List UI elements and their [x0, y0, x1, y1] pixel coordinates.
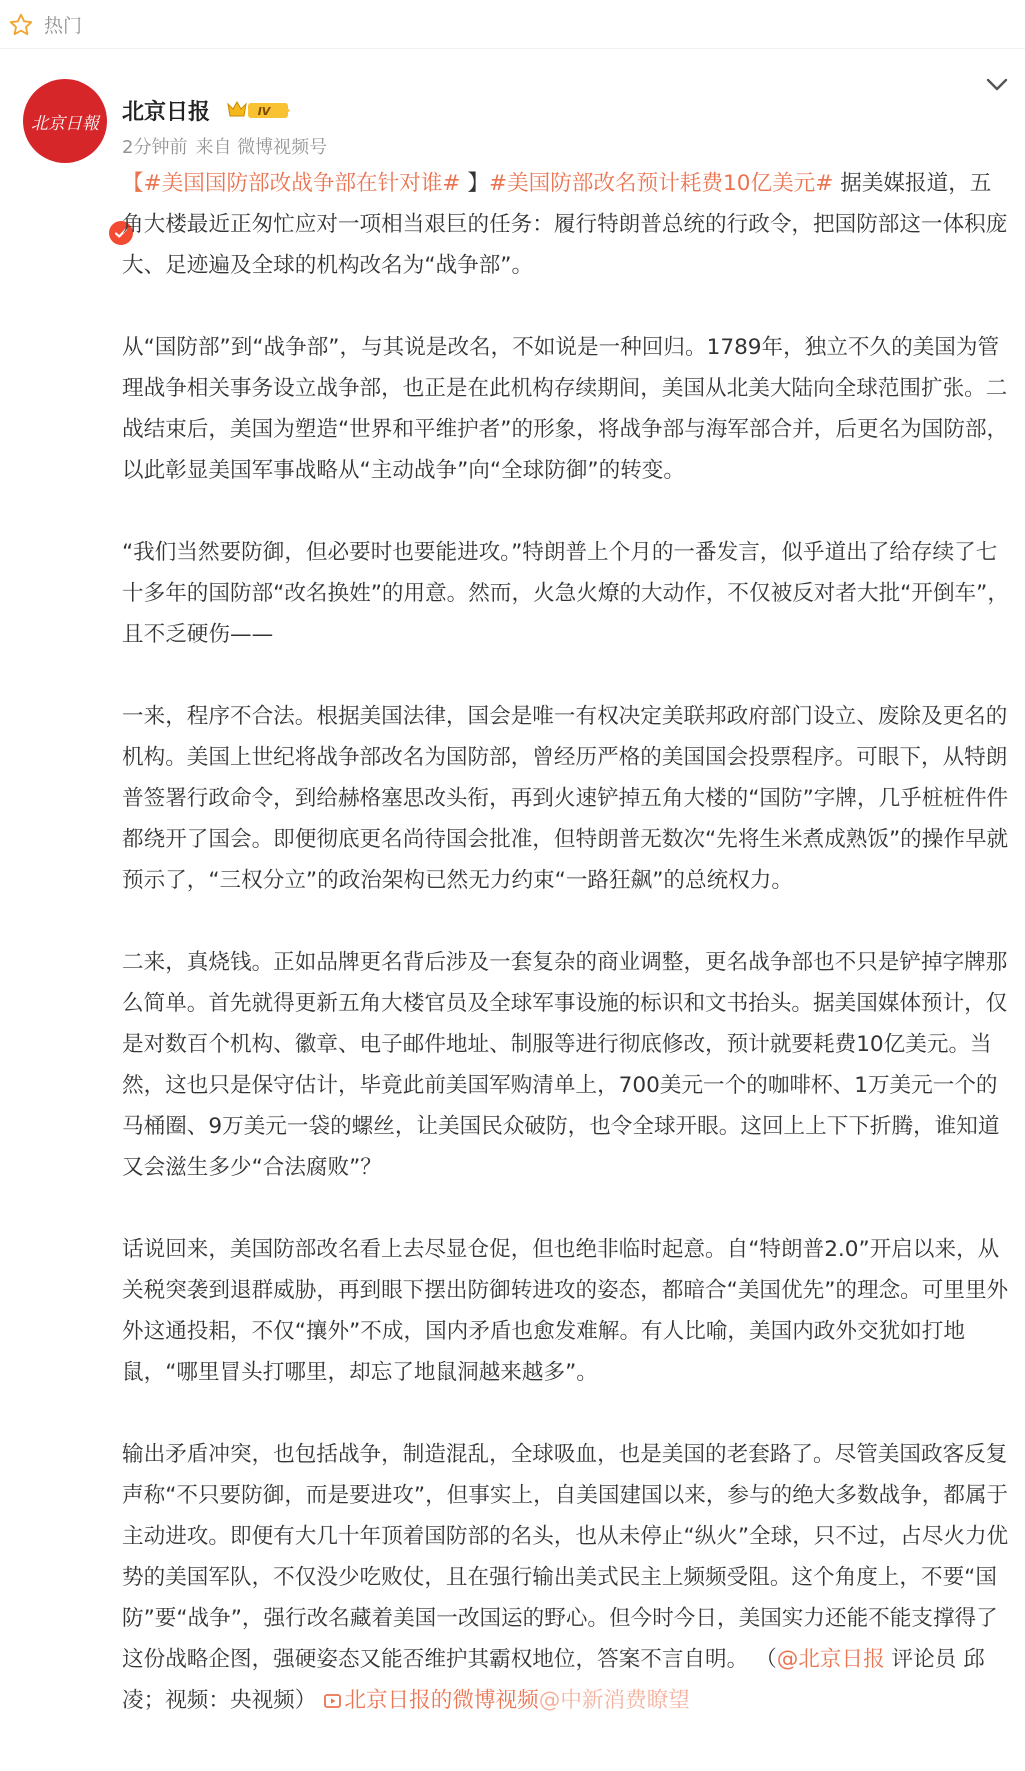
watermark: @中新消费瞭望 — [538, 1688, 690, 1713]
post-body — [122, 163, 1010, 1721]
mention-link[interactable]: @北京日报 — [776, 1647, 885, 1672]
post-paragraph: 从“国防部”到“战争部”，与其说是改名，不如说是一种回归。1789年，独立不久的美国为管理战争相关事务设立战争部，也正是在此机构存续期间，美国从北美大陆向全球范围扩张。二战结束后，美国为塑造“世界和平维护者”的形象，将战争部与海军部合并，后更名为国防部，以此彰显美国军事战略从“主动战争”向“全球防御”的转变。 — [122, 335, 1009, 483]
post-paragraph: 一来，程序不合法。根据美国法律，国会是唯一有权决定美联邦政府部门设立、废除及更名的机构。美国上世纪将战争部改名为国防部，曾经历严格的美国国会投票程序。可眼下，从特朗普签署行政命令，到给赫格塞思改头衔，再到火速铲掉五角大楼的“国防”字牌，几乎桩桩件件都绕开了国会。即便彻底更名尚待国会批准，但特朗普无数次“先将生米煮成熟饭”的操作早就预示了，“三权分立”的政治架构已然无力约束“一路狂飙”的总统权力。 — [122, 704, 1009, 893]
post-source: 来自 微博视频号 — [195, 137, 328, 158]
post-paragraph: 二来，真烧钱。正如品牌更名背后涉及一套复杂的商业调整，更名战争部也不只是铲掉字牌那么简单。首先就得更新五角大楼官员及全球军事设施的标识和文书抬头。据美国媒体预计，仅是对数百个机构、徽章、电子邮件地址、制服等进行彻底修改，预计就要耗费10亿美元。当然，这也只是保守估计，毕竟此前美国军购清单上，700美元一个的咖啡杯、1万美元一个的马桶圈、9万美元一袋的螺丝，让美国民众破防，也令全球开眼。这回上上下下折腾，谁知道又会滋生多少“合法腐败”？ — [122, 950, 1008, 1180]
level-badge-icon — [226, 98, 292, 122]
paragraph-text: 据美媒报道，五角大楼最近正匆忙应对一项相当艰巨的任务：履行特朗普总统的行政令，把国防部这一体积庞大、足迹遍及全球的机构改名为“战争部”。 — [122, 171, 1008, 278]
video-icon — [324, 1693, 342, 1709]
avatar[interactable] — [23, 79, 107, 163]
topic-link[interactable]: #美国防部改名预计耗费10亿美元# — [488, 171, 834, 196]
hot-section-label[interactable]: 热门 — [44, 15, 83, 37]
top-bar — [0, 0, 1025, 48]
post-time[interactable]: 2分钟前 — [122, 137, 188, 158]
level-badge-text: IV — [257, 105, 271, 118]
credits-text: 评论员 邱凌；视频：央视频） — [122, 1647, 985, 1713]
bracket-open: 【 — [122, 171, 144, 196]
divider — [0, 48, 1025, 49]
paragraph-text: 输出矛盾冲突，也包括战争，制造混乱，全球吸血，也是美国的老套路了。尽管美国政客反复声称“不只要防御，而是要进攻”，但事实上，自美国建国以来，参与的绝大多数战争，都属于主动进攻。即便有大几十年顶着国防部的名头，也从未停止“纵火”全球，只不过，占尽火力优势的美国军队，不仅没少吃败仗，且在强行输出美式民主上频频受阻。这个角度上，不要“国防”要“战争”，强行改名藏着美国一改国运的野心。但今时今日，美国实力还能不能支撑得了这份战略企图，强硬姿态又能否维护其霸权地位，答案不言自明。 （ — [122, 1442, 1009, 1672]
post-paragraph: 话说回来，美国防部改名看上去尽显仓促，但也绝非临时起意。自“特朗普2.0”开启以来，从关税突袭到退群威胁，再到眼下摆出防御转进攻的姿态，都暗合“美国优先”的理念。可里里外外这通投耜，不仅“攘外”不成，国内矛盾也愈发难解。有人比喻，美国内政外交犹如打地鼠，“哪里冒头打哪里，却忘了地鼠洞越来越多”。 — [122, 1237, 1009, 1385]
author-name[interactable]: 北京日报 — [122, 100, 211, 125]
video-link-label: 北京日报的微博视频 — [344, 1688, 539, 1713]
post-paragraph — [122, 163, 1010, 286]
post-meta — [122, 133, 335, 159]
avatar-logo — [23, 79, 107, 163]
topic-link[interactable]: #美国国防部改战争部在针对谁# — [143, 171, 461, 196]
post-paragraph — [122, 1434, 1010, 1721]
star-outline-icon — [8, 12, 34, 38]
avatar-logo-text: 北京日報 — [31, 114, 99, 134]
post-paragraph: “我们当然要防御，但必要时也要能进攻。”特朗普上个月的一番发言，似乎道出了给存续了七十多年的国防部“改名换姓”的用意。然而，火急火燎的大动作，不仅被反对者大批“开倒车”，且不乏硬伤—— — [122, 540, 1009, 647]
bracket-close: 】 — [460, 171, 489, 196]
video-link[interactable] — [316, 1688, 538, 1713]
chevron-down-icon[interactable] — [985, 76, 1009, 94]
